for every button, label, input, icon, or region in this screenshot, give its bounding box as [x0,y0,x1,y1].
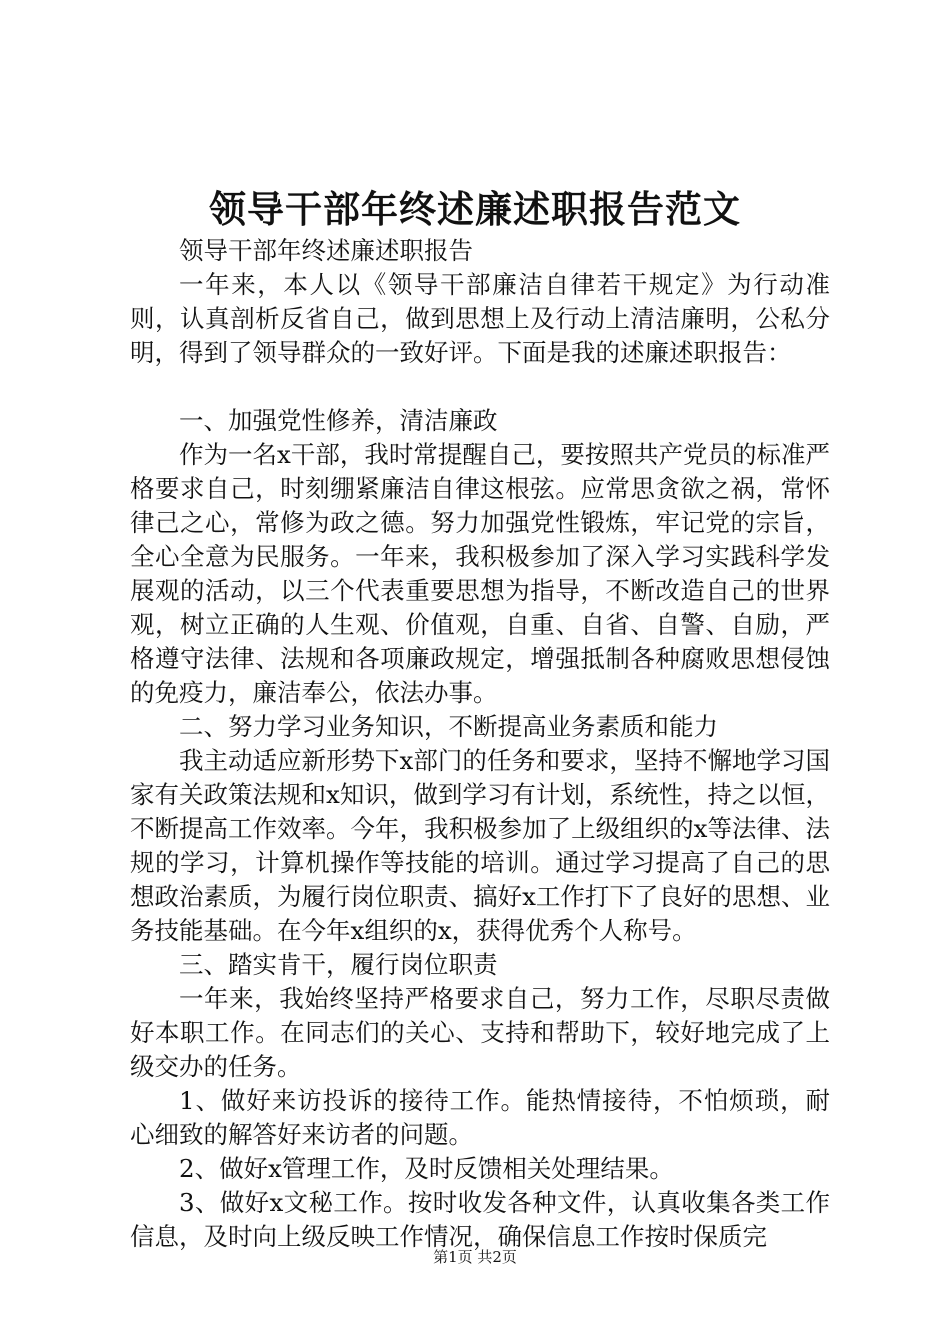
list-item-1: 1、做好来访投诉的接待工作。能热情接待，不怕烦琐，耐心细致的解答好来访者的问题。 [130,1086,830,1149]
section-paragraph-3: 一年来，我始终坚持严格要求自己，努力工作，尽职尽责做好本职工作。在同志们的关心、支持和帮助下，较好地完成了上级交办的任务。 [130,984,830,1081]
section-heading-2: 二、努力学习业务知识，不断提高业务素质和能力 [179,712,718,741]
intro-paragraph: 一年来，本人以《领导干部廉洁自律若干规定》为行动准则，认真剖析反省自己，做到思想上及行动上清洁廉明，公私分明，得到了领导群众的一致好评。下面是我的述廉述职报告： [130,270,830,367]
report-subtitle: 领导干部年终述廉述职报告 [179,236,473,265]
document-body [130,234,830,1254]
page-number: 第1页 共2页 [433,1248,517,1266]
list-item-3: 3、做好x文秘工作。按时收发各种文件，认真收集各类工作信息，及时向上级反映工作情况，确保信息工作按时保质完 [130,1188,830,1251]
list-item-2: 2、做好x管理工作，及时反馈相关处理结果。 [179,1154,674,1183]
section-heading-3: 三、踏实肯干，履行岗位职责 [179,950,498,979]
section-heading-1: 一、加强党性修养，清洁廉政 [179,406,498,435]
document-title: 领导干部年终述廉述职报告范文 [209,187,741,231]
section-paragraph-1: 作为一名x干部，我时常提醒自己，要按照共产党员的标准严格要求自己，时刻绷紧廉洁自律这根弦。应常思贪欲之祸，常怀律己之心，常修为政之德。努力加强党性锻炼，牢记党的宗旨，全心全意为民服务。一年来，我积极参加了深入学习实践科学发展观的活动，以三个代表重要思想为指导，不断改造自己的世界观，树立正确的人生观、价值观，自重、自省、自警、自励，严格遵守法律、法规和各项廉政规定，增强抵制各种腐败思想侵蚀的免疫力，廉洁奉公，依法办事。 [130,440,830,707]
section-paragraph-2: 我主动适应新形势下x部门的任务和要求，坚持不懈地学习国家有关政策法规和x知识，做到学习有计划，系统性，持之以恒，不断提高工作效率。今年，我积极参加了上级组织的x等法律、法规的学习，计算机操作等技能的培训。通过学习提高了自己的思想政治素质，为履行岗位职责、搞好x工作打下了良好的思想、业务技能基础。在今年x组织的x，获得优秀个人称号。 [130,746,830,945]
